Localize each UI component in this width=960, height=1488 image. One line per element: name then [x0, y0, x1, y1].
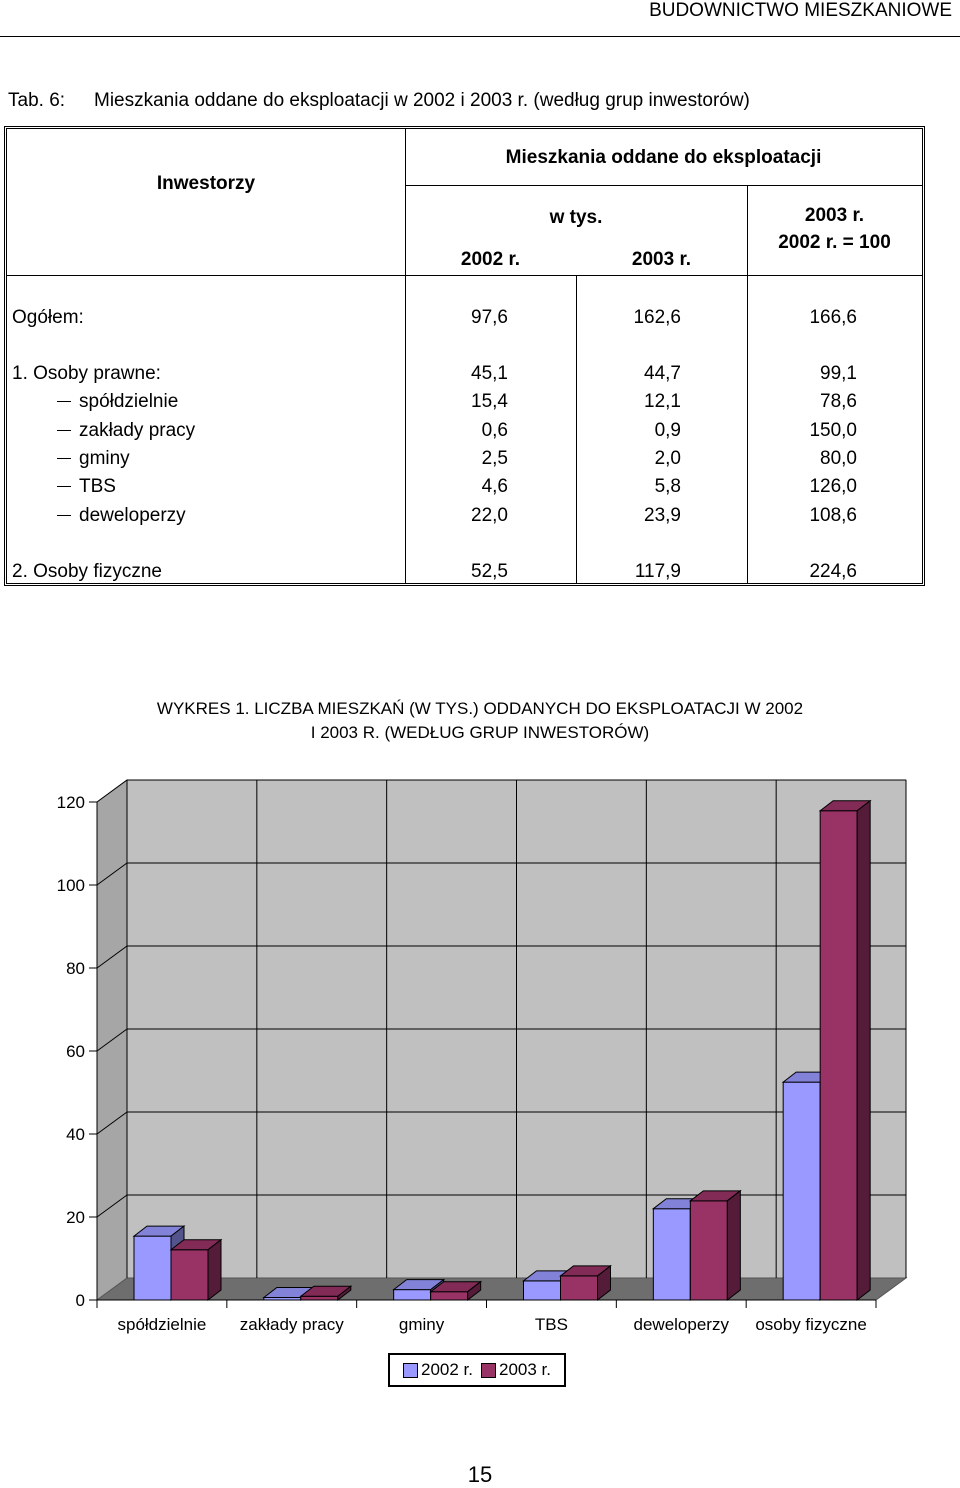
page-number: 15	[467, 1462, 493, 1487]
legend-swatch-2002	[403, 1363, 418, 1378]
bar-side-2003 r.-osoby fizyczne	[857, 801, 870, 1300]
row-divider	[7, 275, 922, 276]
cell-individuals-2003: 117,9	[634, 561, 681, 582]
bar-side-2003 r.-spółdzielnie	[208, 1240, 221, 1300]
column-divider	[405, 129, 406, 583]
x-category-label: zakłady pracy	[239, 1315, 344, 1334]
cell-developers-2003: 23,9	[644, 505, 681, 526]
cell-municipalities-2002: 2,5	[481, 448, 508, 469]
chart-title	[100, 697, 860, 745]
x-category-label: TBS	[534, 1315, 568, 1334]
cell-workplaces-index: 150,0	[809, 420, 857, 441]
y-tick-label: 80	[66, 959, 85, 978]
row-label-total: Ogółem:	[12, 307, 84, 328]
cell-individuals-2002: 52,5	[471, 561, 508, 582]
row-label-developers: deweloperzy	[55, 505, 186, 527]
cell-individuals-index: 224,6	[809, 561, 857, 582]
cell-cooperatives-2003: 12,1	[644, 391, 681, 412]
header-index-bottom: 2002 r. = 100	[778, 232, 891, 253]
table-caption-text: Mieszkania oddane do eksploatacji w 2002 i 2003 r. (według grup inwestorów)	[94, 90, 750, 111]
section-title: BUDOWNICTWO MIESZKANIOWE	[649, 0, 952, 21]
bar-2003 r.-TBS	[561, 1276, 598, 1300]
row-label-cooperatives: spółdzielnie	[55, 391, 178, 413]
row-label-legal: 1. Osoby prawne:	[12, 363, 161, 384]
y-tick-label: 100	[56, 876, 85, 895]
cell-tbs-2003: 5,8	[654, 476, 681, 497]
cell-developers-2002: 22,0	[471, 505, 508, 526]
x-category-label: osoby fizyczne	[755, 1315, 867, 1334]
row-label-municipalities: gminy	[55, 448, 130, 470]
header-2003: 2003 r.	[631, 249, 692, 270]
cell-tbs-index: 126,0	[809, 476, 857, 497]
cell-tbs-2002: 4,6	[481, 476, 508, 497]
bar-2002 r.-gminy	[394, 1290, 431, 1300]
cell-legal-index: 99,1	[820, 363, 857, 384]
cell-total-index: 166,6	[809, 307, 857, 328]
bar-side-2003 r.-deweloperzy	[727, 1191, 740, 1300]
y-tick-label: 60	[66, 1042, 85, 1061]
cell-workplaces-2002: 0,6	[481, 420, 508, 441]
cell-municipalities-2003: 2,0	[654, 448, 681, 469]
cell-total-2002: 97,6	[471, 307, 508, 328]
chart-title-line1: WYKRES 1. LICZBA MIESZKAŃ (W TYS.) ODDANYCH DO EKSPLOATACJI W 2002	[156, 699, 804, 718]
dash-mark	[57, 458, 71, 459]
dash-mark	[57, 486, 71, 487]
chart-legend	[388, 1353, 566, 1387]
chart-title-line2: I 2003 R. (WEDŁUG GRUP INWESTORÓW)	[310, 723, 650, 742]
cell-municipalities-index: 80,0	[820, 448, 857, 469]
table-caption-label: Tab. 6:	[8, 90, 66, 111]
bar-2002 r.-spółdzielnie	[134, 1236, 171, 1300]
cell-developers-index: 108,6	[809, 505, 857, 526]
header-group: Mieszkania oddane do eksploatacji	[505, 147, 822, 168]
y-tick-label: 120	[56, 793, 85, 812]
y-tick-label: 20	[66, 1208, 85, 1227]
y-tick-label: 0	[75, 1291, 85, 1310]
dash-mark	[57, 515, 71, 516]
cell-legal-2003: 44,7	[644, 363, 681, 384]
bar-2003 r.-spółdzielnie	[171, 1250, 208, 1300]
legend-swatch-2003	[481, 1363, 496, 1378]
bar-2003 r.-gminy	[431, 1292, 468, 1300]
legend-item-2002	[403, 1360, 473, 1380]
header-2002: 2002 r.	[460, 249, 521, 270]
row-label-workplaces: zakłady pracy	[55, 420, 195, 442]
x-category-label: deweloperzy	[633, 1315, 729, 1334]
row-label-tbs: TBS	[55, 476, 116, 498]
header-investors: Inwestorzy	[156, 173, 256, 194]
bar-chart	[0, 760, 960, 1350]
legend-label-2003: 2003 r.	[499, 1360, 551, 1379]
x-category-label: spółdzielnie	[117, 1315, 207, 1334]
y-tick-label: 40	[66, 1125, 85, 1144]
dash-mark	[57, 401, 71, 402]
cell-workplaces-2003: 0,9	[654, 420, 681, 441]
row-label-individuals: 2. Osoby fizyczne	[12, 561, 162, 582]
cell-total-2003: 162,6	[633, 307, 681, 328]
legend-label-2002: 2002 r.	[421, 1360, 473, 1379]
bar-2003 r.-deweloperzy	[690, 1201, 727, 1300]
bar-2002 r.-osoby fizyczne	[783, 1082, 820, 1300]
bar-2002 r.-TBS	[524, 1281, 561, 1300]
cell-cooperatives-2002: 15,4	[471, 391, 508, 412]
header-units: w tys.	[549, 207, 603, 228]
bar-2003 r.-osoby fizyczne	[820, 811, 857, 1300]
column-divider	[576, 275, 577, 583]
bar-2003 r.-zakłady pracy	[301, 1296, 338, 1300]
legend-item-2003	[481, 1360, 551, 1380]
header-index-top: 2003 r.	[804, 205, 865, 226]
cell-legal-2002: 45,1	[471, 363, 508, 384]
bar-2002 r.-deweloperzy	[653, 1209, 690, 1300]
x-category-label: gminy	[398, 1315, 445, 1334]
data-table	[4, 126, 925, 586]
cell-cooperatives-index: 78,6	[820, 391, 857, 412]
row-divider	[405, 185, 922, 186]
dash-mark	[57, 430, 71, 431]
